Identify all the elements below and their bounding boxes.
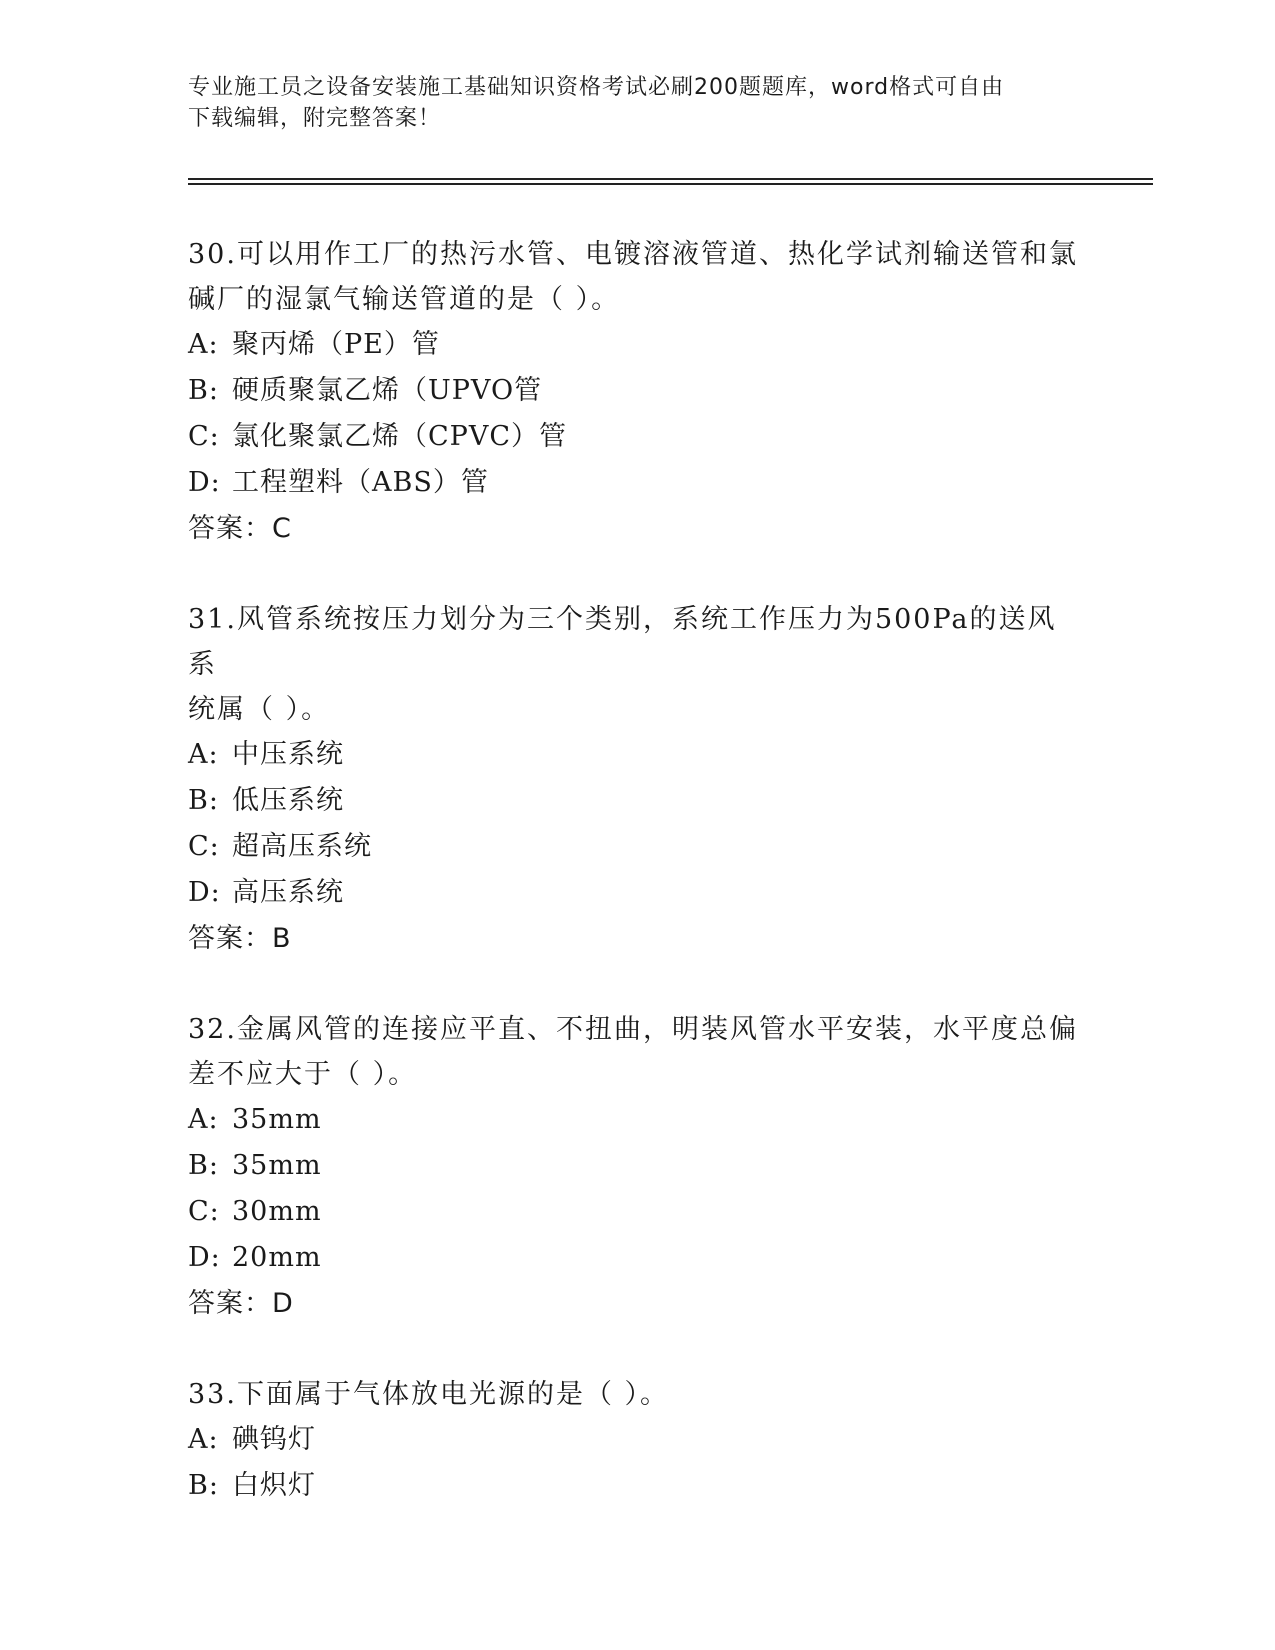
option-text: 氯化聚氯乙烯（CPVC）管 xyxy=(232,421,567,452)
question-stem-line: 碱厂的湿氯气输送管道的是（ ）。 xyxy=(188,284,621,315)
option-key: B: xyxy=(188,785,219,816)
question-31 xyxy=(188,597,1078,962)
document-header xyxy=(188,72,1078,134)
option-key: D: xyxy=(188,467,221,498)
option-key: C: xyxy=(188,831,220,862)
question-32 xyxy=(188,1007,1078,1327)
option-text: 碘钨灯 xyxy=(232,1424,316,1455)
option-c xyxy=(188,1189,1078,1235)
question-33 xyxy=(188,1372,1078,1509)
option-d xyxy=(188,460,1078,506)
option-text: 工程塑料（ABS）管 xyxy=(232,467,489,498)
header-divider-top xyxy=(188,178,1153,180)
question-stem-line: 30.可以用作工厂的热污水管、电镀溶液管道、热化学试剂输送管和氯 xyxy=(188,239,1078,270)
option-key: C: xyxy=(188,421,220,452)
question-stem-line: 统属（ ）。 xyxy=(188,694,331,725)
option-key: A: xyxy=(188,1104,219,1135)
question-stem xyxy=(188,597,1078,732)
option-c xyxy=(188,824,1078,870)
question-stem xyxy=(188,232,1078,322)
option-b xyxy=(188,778,1078,824)
answer-line: 答案：B xyxy=(188,923,292,954)
option-text: 低压系统 xyxy=(232,785,344,816)
question-stem-line: 33.下面属于气体放电光源的是（ ）。 xyxy=(188,1379,670,1410)
option-text: 聚丙烯（PE）管 xyxy=(232,329,440,360)
option-text: 30mm xyxy=(232,1196,322,1227)
answer-line: 答案：D xyxy=(188,1288,294,1319)
option-text: 35mm xyxy=(232,1150,322,1181)
option-c xyxy=(188,414,1078,460)
option-a xyxy=(188,732,1078,778)
option-a xyxy=(188,322,1078,368)
header-line-1: 专业施工员之设备安装施工基础知识资格考试必刷200题题库，word格式可自由 xyxy=(188,75,1005,100)
header-line-2: 下载编辑，附完整答案！ xyxy=(188,106,442,131)
option-text: 20mm xyxy=(232,1242,322,1273)
option-key: D: xyxy=(188,1242,221,1273)
question-stem xyxy=(188,1007,1078,1097)
option-a xyxy=(188,1097,1078,1143)
option-text: 超高压系统 xyxy=(232,831,372,862)
option-key: B: xyxy=(188,1470,219,1501)
question-stem xyxy=(188,1372,1078,1417)
option-key: A: xyxy=(188,739,219,770)
option-text: 硬质聚氯乙烯（UPVO管 xyxy=(232,375,543,406)
question-stem-line: 31.风管系统按压力划分为三个类别，系统工作压力为500Pa的送风系 xyxy=(188,604,1057,680)
option-text: 高压系统 xyxy=(232,877,344,908)
answer-line: 答案：C xyxy=(188,513,292,544)
option-key: C: xyxy=(188,1196,220,1227)
option-text: 35mm xyxy=(232,1104,322,1135)
option-d xyxy=(188,870,1078,916)
question-list xyxy=(188,232,1078,1554)
question-30 xyxy=(188,232,1078,552)
option-b xyxy=(188,1463,1078,1509)
option-text: 白炽灯 xyxy=(232,1470,316,1501)
option-key: A: xyxy=(188,1424,219,1455)
header-divider-bottom xyxy=(188,183,1153,185)
question-stem-line: 32.金属风管的连接应平直、不扭曲，明装风管水平安装，水平度总偏 xyxy=(188,1014,1078,1045)
option-text: 中压系统 xyxy=(232,739,344,770)
option-b xyxy=(188,368,1078,414)
question-stem-line: 差不应大于（ ）。 xyxy=(188,1059,418,1090)
option-b xyxy=(188,1143,1078,1189)
option-a xyxy=(188,1417,1078,1463)
option-key: B: xyxy=(188,375,219,406)
option-d xyxy=(188,1235,1078,1281)
option-key: B: xyxy=(188,1150,219,1181)
option-key: D: xyxy=(188,877,221,908)
option-key: A: xyxy=(188,329,219,360)
